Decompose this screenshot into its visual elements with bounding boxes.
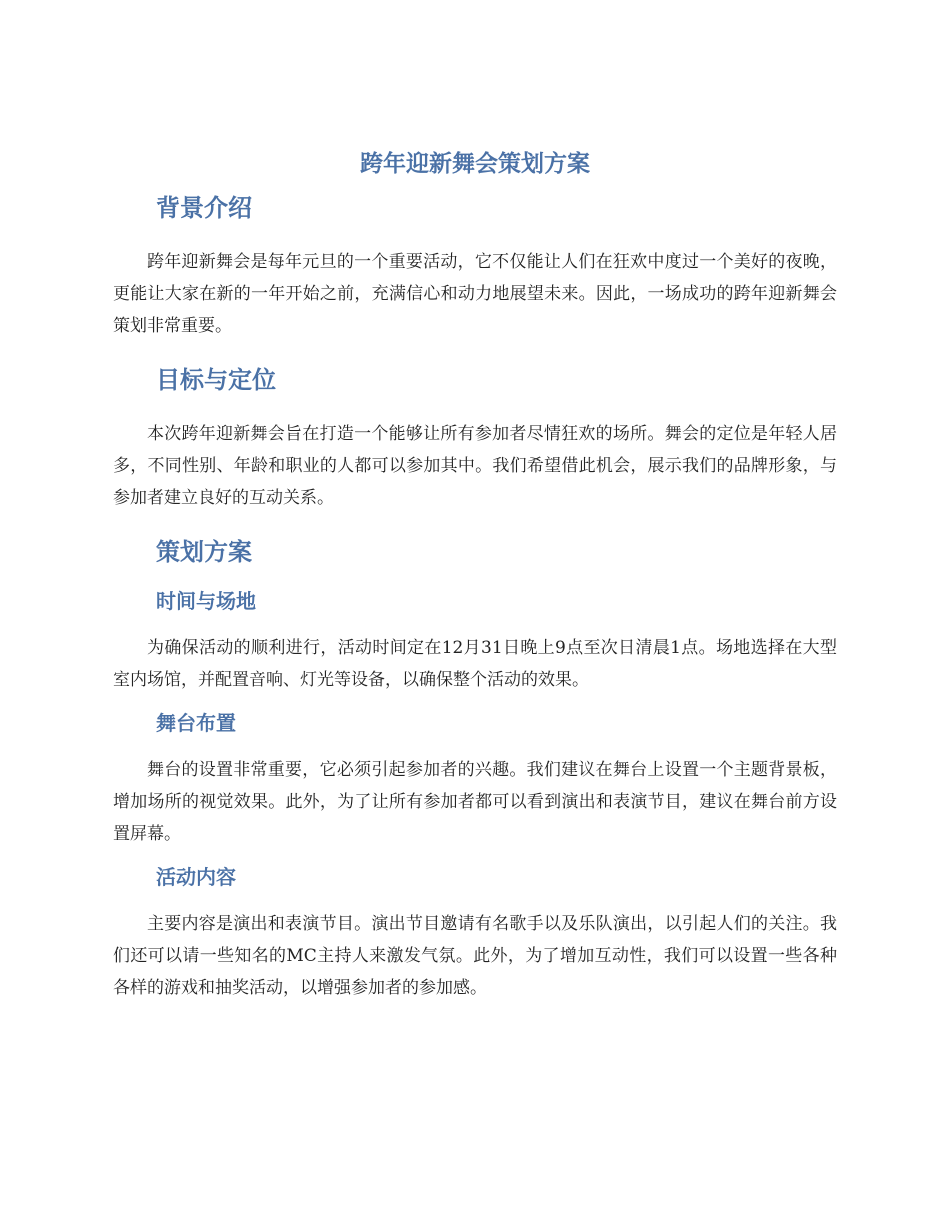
paragraph-stage: 舞台的设置非常重要，它必须引起参加者的兴趣。我们建议在舞台上设置一个主题背景板，增加场所的视觉效果。此外，为了让所有参加者都可以看到演出和表演节目，建议在舞台前方设置屏幕。 (113, 760, 837, 844)
document-content (113, 146, 837, 1004)
document-title: 跨年迎新舞会策划方案 (360, 151, 590, 177)
subsection-heading-stage: 舞台布置 (156, 711, 236, 735)
paragraph-activities: 主要内容是演出和表演节目。演出节目邀请有名歌手以及乐队演出，以引起人们的关注。我们还可以请一些知名的MC主持人来激发气氛。此外，为了增加互动性，我们可以设置一些各种各样的游戏和抽奖活动，以增强参加者的参加感。 (113, 914, 837, 998)
section-heading-background: 背景介绍 (156, 194, 252, 222)
paragraph-background: 跨年迎新舞会是每年元旦的一个重要活动，它不仅能让人们在狂欢中度过一个美好的夜晚，更能让大家在新的一年开始之前，充满信心和动力地展望未来。因此，一场成功的跨年迎新舞会策划非常重要。 (113, 252, 837, 336)
section-heading-goals: 目标与定位 (156, 366, 276, 394)
section-heading-plan: 策划方案 (156, 538, 252, 566)
subsection-heading-time-venue: 时间与场地 (156, 589, 256, 613)
paragraph-goals: 本次跨年迎新舞会旨在打造一个能够让所有参加者尽情狂欢的场所。舞会的定位是年轻人居多，不同性别、年龄和职业的人都可以参加其中。我们希望借此机会，展示我们的品牌形象，与参加者建立良好的互动关系。 (113, 424, 837, 508)
paragraph-time-venue: 为确保活动的顺利进行，活动时间定在12月31日晚上9点至次日清晨1点。场地选择在大型室内场馆，并配置音响、灯光等设备，以确保整个活动的效果。 (113, 638, 837, 690)
subsection-heading-activities: 活动内容 (156, 865, 236, 889)
